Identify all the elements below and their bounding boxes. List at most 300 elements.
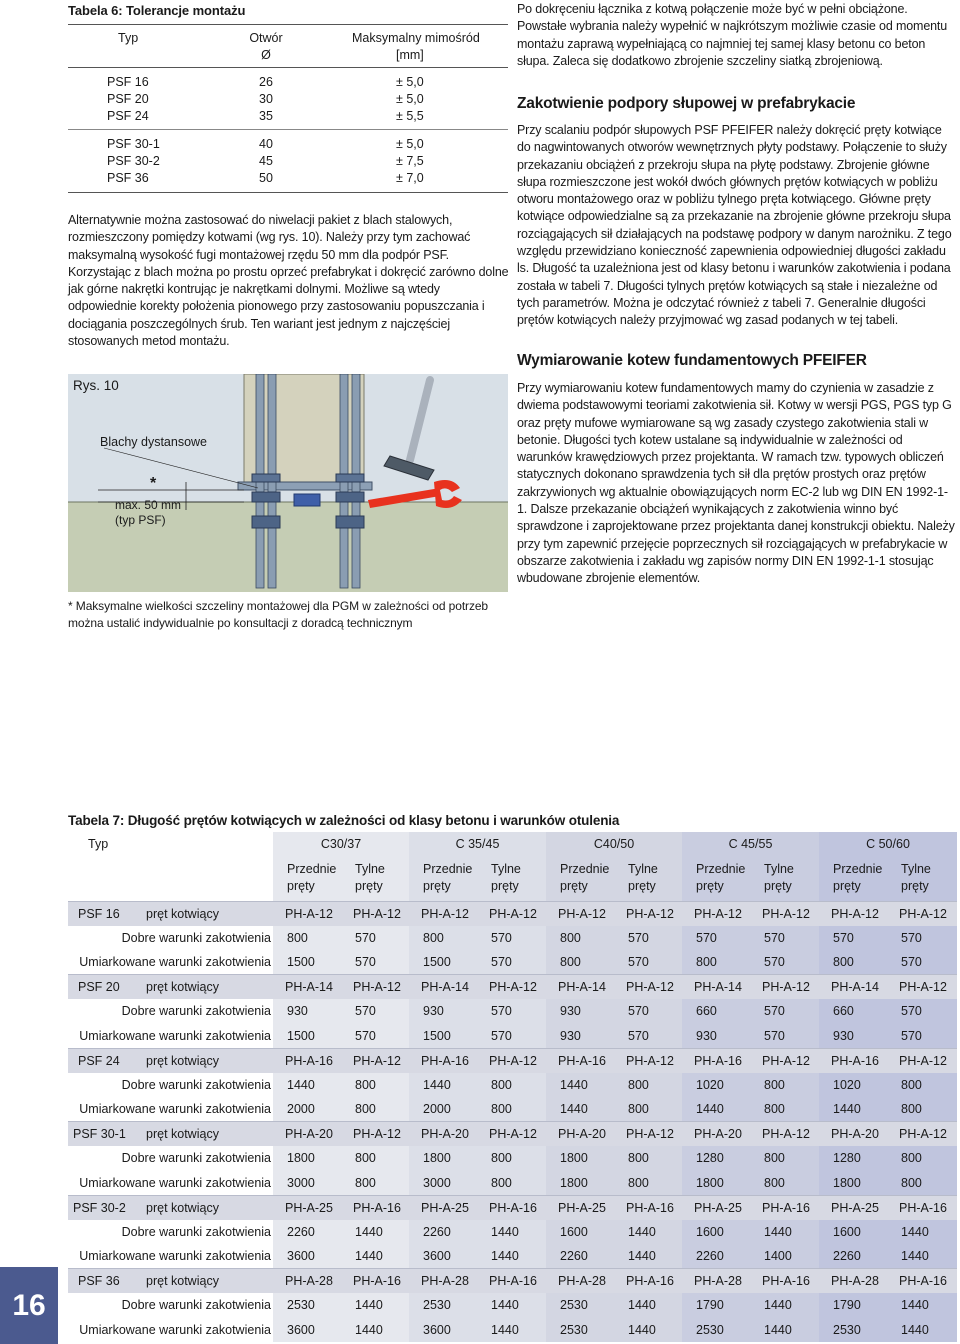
table7-value-cell: 1440 (887, 1244, 957, 1269)
table6-cell-typ: PSF 24 (107, 109, 149, 123)
table7-group-row (68, 1122, 957, 1147)
table7-bar-cell: PH-A-16 (341, 1269, 409, 1294)
table6-header-otwor: Otwór (249, 31, 283, 45)
heading-zakotwienie: Zakotwienie podpory słupowej w prefabrykacie (517, 95, 856, 112)
right-para2: Przy wymiarowaniu kotew fundamentowych mamy do czynienia w zasadzie z dwiema podstawowymi teoriami zakotwienia sił. Kotwy w wersji PGS, PGS typ G oraz pręty mufowe wymiarowane są wg zasady czystego zakotwienia stali w betonie. Długości tych kotew ustalane są indywidualnie w zależności od warunków krawędziowych przez projektanta. W ramach tzw. typowych obliczeń statycznych dokonano sprawdzenia tych sił dla prętów prostych oraz prętów zakrzywionych wg aktualnie obowiązujących norm EC-2 lub wg DIN EN 1992-1-1. Dalsze przekazanie obciążeń wynikających z zakotwienia winno być sprawdzone i zaprojektowane przez projektanta danej konstrukcji obiektu. Należy przy tym zapewnić przejęcie poprzecznych sił rozciągających w prefabrykacie w obszarze zakotwienia i zakładu wg zapisów normy DIN EN 1992-1-1 stosując wbudowane zbrojenie elementów. (517, 381, 955, 586)
table7-group-row (68, 975, 957, 1000)
table6-bottom-rule (68, 192, 508, 193)
table7-umiark-row (68, 1171, 957, 1196)
table7-value-cell: 800 (341, 1171, 409, 1196)
table7-value-cell: 570 (887, 950, 957, 975)
nut (252, 492, 280, 502)
table7-value-cell: 1440 (477, 1318, 546, 1343)
table7-bar-cell: PH-A-20 (273, 1122, 341, 1147)
sub-header-front: Przednie (423, 862, 473, 877)
table7-bar-cell: PH-A-25 (546, 1195, 614, 1220)
table7-value-cell: 800 (887, 1097, 957, 1122)
table7-value-cell: 1440 (477, 1244, 546, 1269)
table7-umiark-row (68, 950, 957, 975)
table7-bar-cell: PH-A-16 (614, 1269, 682, 1294)
nut (252, 474, 280, 482)
table7-value-cell: 1400 (750, 1244, 819, 1269)
table6-top-rule (68, 24, 508, 25)
table7-umiark-row (68, 1318, 957, 1343)
table6-cell-typ: PSF 16 (107, 75, 149, 89)
table7-value-cell: 1800 (819, 1171, 887, 1196)
table7-bar-cell: PH-A-16 (477, 1269, 546, 1294)
table7-bar-cell: PH-A-12 (614, 1048, 682, 1073)
table7-value-cell: 1800 (546, 1171, 614, 1196)
table7-value-cell: 2530 (273, 1293, 341, 1318)
nut (252, 516, 280, 528)
table7-type: PSF 16 (78, 906, 120, 921)
table7-bar-cell: PH-A-12 (409, 901, 477, 926)
star-mark: * (150, 475, 157, 492)
table7-value-cell: 1440 (819, 1097, 887, 1122)
table7-bar-cell: PH-A-28 (409, 1269, 477, 1294)
table7-value-cell: 800 (546, 950, 614, 975)
table7-value-cell: 1440 (273, 1073, 341, 1098)
table7-value-cell: 2260 (409, 1220, 477, 1245)
table7-value-cell: 1790 (682, 1293, 750, 1318)
sub-header-back-2: pręty (901, 879, 929, 894)
table6-cell-otwor: 50 (259, 171, 273, 185)
table7-title: Tabela 7: Długość prętów kotwiących w zależności od klasy betonu i warunków otulenia (68, 813, 620, 828)
table7-value-cell: 660 (819, 999, 887, 1024)
table7-dobre-row (68, 1146, 957, 1171)
table7-value-cell: 800 (750, 1171, 819, 1196)
table7-value-cell: 3600 (409, 1318, 477, 1343)
table7-value-cell: 1790 (819, 1293, 887, 1318)
sub-header-front: Przednie (560, 862, 610, 877)
table7-value-cell: 1600 (546, 1220, 614, 1245)
table7-value-cell: 2530 (546, 1293, 614, 1318)
table7-dobre-row (68, 1220, 957, 1245)
table7-group-row (68, 1195, 957, 1220)
table7-row-label: pręt kotwiący (146, 1274, 219, 1288)
sub-header-back-2: pręty (628, 879, 656, 894)
sub-header-back: Tylne (764, 862, 794, 877)
table7-umiark-row (68, 1097, 957, 1122)
table7-bar-cell: PH-A-14 (546, 975, 614, 1000)
table7-value-cell: 800 (273, 926, 341, 951)
table7-value-cell: 570 (341, 926, 409, 951)
sub-header-back-2: pręty (355, 879, 383, 894)
table7-condition-label: Dobre warunki zakotwienia (121, 930, 271, 945)
table7-class-header: C40/50 (546, 832, 682, 856)
table7-typ-label: Typ (88, 837, 109, 851)
table7-value-cell: 1440 (887, 1318, 957, 1343)
table7-value-cell: 1020 (682, 1073, 750, 1098)
table7-value-cell: 1800 (546, 1146, 614, 1171)
table7-value-cell: 1440 (614, 1293, 682, 1318)
table7-value-cell: 1440 (546, 1097, 614, 1122)
table6-header-rule (68, 67, 508, 68)
table7-dobre-row (68, 1293, 957, 1318)
table7-type: PSF 30-2 (73, 1200, 126, 1215)
shim-pack (294, 494, 320, 506)
table7-value-cell: 800 (614, 1171, 682, 1196)
table7-value-cell: 570 (887, 926, 957, 951)
table7-value-cell: 660 (682, 999, 750, 1024)
table7-bar-cell: PH-A-28 (819, 1269, 887, 1294)
table7-value-cell: 800 (887, 1146, 957, 1171)
table6-header-typ: Typ (118, 31, 139, 45)
sub-header-front-2: pręty (423, 879, 451, 894)
table7-bar-cell: PH-A-12 (273, 901, 341, 926)
sub-header-front: Przednie (696, 862, 746, 877)
table7-value-cell: 1440 (341, 1244, 409, 1269)
table7-group-label (68, 975, 273, 1000)
table6-header-max-sub: [mm] (396, 48, 424, 62)
table7-value-cell: 1440 (341, 1318, 409, 1343)
table6-cell-otwor: 40 (259, 137, 273, 151)
table7-value-cell: 2260 (682, 1244, 750, 1269)
table7-bar-cell: PH-A-20 (682, 1122, 750, 1147)
table6-cell-typ: PSF 30-2 (107, 154, 160, 168)
table6-title: Tabela 6: Tolerancje montażu (68, 3, 246, 18)
sub-header-back: Tylne (355, 862, 385, 877)
table7-bar-cell: PH-A-16 (887, 1269, 957, 1294)
table7-value-cell: 1440 (546, 1073, 614, 1098)
table7-value-cell: 1440 (750, 1220, 819, 1245)
table7-value-cell: 800 (614, 1073, 682, 1098)
table7-bar-cell: PH-A-12 (477, 901, 546, 926)
table7-group-label (68, 1269, 273, 1294)
table7-value-cell: 1440 (614, 1244, 682, 1269)
table7-umiark-row (68, 1244, 957, 1269)
table7-value-cell: 930 (546, 999, 614, 1024)
table7-class-header: C 35/45 (409, 832, 546, 856)
shims-label: Blachy dystansowe (100, 435, 208, 449)
table7-value-cell: 800 (750, 1097, 819, 1122)
table7-value-cell: 800 (477, 1171, 546, 1196)
table7-bar-cell: PH-A-12 (477, 1048, 546, 1073)
table7-dobre-row (68, 1073, 957, 1098)
table7-class-header: C30/37 (273, 832, 409, 856)
table7-bar-cell: PH-A-12 (477, 1122, 546, 1147)
table7-group-row (68, 1269, 957, 1294)
table7-value-cell: 800 (750, 1073, 819, 1098)
table7-value-cell: 800 (887, 1171, 957, 1196)
table7-bar-cell: PH-A-16 (477, 1195, 546, 1220)
table7-value-cell: 930 (546, 1024, 614, 1049)
table7-bar-cell: PH-A-12 (750, 1048, 819, 1073)
table7-bar-cell: PH-A-20 (546, 1122, 614, 1147)
table7-value-cell: 1440 (614, 1318, 682, 1343)
table7-value-cell: 1440 (887, 1293, 957, 1318)
leader-line (104, 448, 258, 492)
table7-dobre-row (68, 926, 957, 951)
table7-value-cell: 1440 (750, 1318, 819, 1343)
table7-value-cell: 930 (273, 999, 341, 1024)
table7-value-cell: 800 (546, 926, 614, 951)
table7-value-cell: 2260 (546, 1244, 614, 1269)
table7-bar-cell: PH-A-16 (682, 1048, 750, 1073)
table7-bar-cell: PH-A-14 (409, 975, 477, 1000)
table7-value-cell: 2530 (546, 1318, 614, 1343)
table7-value-cell: 800 (682, 950, 750, 975)
table7-sub-header-row (68, 856, 957, 901)
nut (336, 492, 364, 502)
table7-value-cell: 2260 (273, 1220, 341, 1245)
table7-group-row (68, 1048, 957, 1073)
table7-value-cell: 570 (750, 1024, 819, 1049)
table7-condition-label: Dobre warunki zakotwienia (121, 1004, 271, 1019)
table7-class-header-row (68, 832, 957, 856)
table7-value-cell: 1800 (409, 1146, 477, 1171)
table7-type: PSF 30-1 (73, 1127, 126, 1141)
table7-value-cell: 800 (614, 1097, 682, 1122)
table7-value-cell: 800 (477, 1146, 546, 1171)
table7-value-cell: 800 (887, 1073, 957, 1098)
table7-value-cell: 570 (341, 950, 409, 975)
heading-wymiarowanie: Wymiarowanie kotew fundamentowych PFEIFER (517, 352, 867, 369)
table7-bar-cell: PH-A-12 (887, 975, 957, 1000)
table7-value-cell: 1440 (614, 1220, 682, 1245)
right-intro: Po dokręceniu łącznika z kotwą połączenie może być w pełni obciążone. Powstałe wybrania należy wypełnić w najkrótszym możliwie czasie od momentu montażu zaprawą wypełniającą co najmniej tej samej klasy betonu co beton słupa. Zaleca się dodatkowo zbrojenie szczeliny siatką zbrojeniową. (517, 2, 948, 68)
table7-value-cell: 570 (477, 926, 546, 951)
table6-cell-otwor: 35 (259, 109, 273, 123)
table7-bar-cell: PH-A-20 (819, 1122, 887, 1147)
table7-value-cell: 570 (477, 950, 546, 975)
table7-value-cell: 570 (341, 999, 409, 1024)
right-para1: Przy scalaniu podpór słupowych PSF PFEIFER należy dokręcić pręty kotwiące do nagwintowanych otworów wewnętrznych płyty podstawy. Połączenie to służy przekazaniu obciążeń z przekroju słupa na płytę podstawy. Zbrojenie główne słupa rozmieszczone jest wokół dwóch głównych prętów kotwiących w pobliżu otworu montażowego oraz w pobliżu tylnego pręta kotwiącego. Główne pręty kotwiące odpowiedzialne są za przekazanie na zbrojenie główne przekroju słupa rozciągających sił działających na podstawę podpory w danym narożniku. Z tego względu przewidziano konieczność zapewnienia odpowiedniej długości zakładu ls. Długość ta uzależniona jest od klasy betonu i warunków zakotwienia i podana została w tabeli 7. Długości tylnych prętów kotwiących są stałe i niezależne od tych parametrów. Można je odczytać również z tabeli 7. Generalnie długości prętów kotwiących należy przyjmować wg zasad podanych w tej tabeli. (517, 123, 952, 328)
table7-value-cell: 800 (477, 1097, 546, 1122)
table7-row-label: pręt kotwiący (146, 980, 219, 994)
max-gap-label: max. 50 mm (115, 498, 182, 512)
table7-bar-cell: PH-A-16 (341, 1195, 409, 1220)
table7-value-cell: 570 (887, 999, 957, 1024)
table7-value-cell: 800 (614, 1146, 682, 1171)
table7-value-cell: 1500 (409, 950, 477, 975)
table7-bar-cell: PH-A-12 (750, 975, 819, 1000)
table7-value-cell: 570 (750, 950, 819, 975)
table7-row-label: pręt kotwiący (146, 1053, 219, 1068)
table7-bar-cell: PH-A-12 (614, 901, 682, 926)
table6-cell-max: ± 5,0 (396, 75, 424, 89)
table6-cell-otwor: 30 (259, 92, 273, 106)
table7-value-cell: 570 (750, 999, 819, 1024)
table7-bar-cell: PH-A-12 (614, 1122, 682, 1147)
table6-cell-max: ± 5,0 (396, 137, 424, 151)
table7-bar-cell: PH-A-16 (750, 1195, 819, 1220)
sub-header-back-2: pręty (764, 879, 792, 894)
table7-bar-cell: PH-A-12 (819, 901, 887, 926)
table7-value-cell: 1500 (273, 950, 341, 975)
sub-header-front-2: pręty (696, 879, 724, 894)
table7-value-cell: 1600 (819, 1220, 887, 1245)
table7-value-cell: 1440 (477, 1220, 546, 1245)
figure-label: Rys. 10 (73, 378, 119, 393)
table7-condition-label: Umiarkowane warunki zakotwienia (79, 1028, 271, 1043)
table7-bar-cell: PH-A-25 (682, 1195, 750, 1220)
table7-value-cell: 800 (341, 1097, 409, 1122)
table6-cell-max: ± 7,0 (396, 171, 424, 185)
table7-bar-cell: PH-A-12 (887, 1122, 957, 1147)
table7-value-cell: 570 (477, 999, 546, 1024)
table7-value-cell: 1440 (887, 1220, 957, 1245)
page-number: 16 (0, 1267, 58, 1344)
table7-bar-cell: PH-A-16 (750, 1269, 819, 1294)
table7-bar-cell: PH-A-12 (887, 901, 957, 926)
table6-cell-otwor: 26 (259, 75, 273, 89)
table7-value-cell: 2260 (819, 1244, 887, 1269)
table7-group-label (68, 901, 273, 926)
table7-bar-cell: PH-A-12 (750, 1122, 819, 1147)
footnote: * Maksymalne wielkości szczeliny montażowej dla PGM w zależności od potrzeb można ustalić indywidualnie po konsultacji z doradcą technicznym (68, 599, 489, 630)
table7-group-label (68, 1122, 273, 1147)
table7-value-cell: 570 (614, 1024, 682, 1049)
nut (336, 516, 364, 528)
table7-value-cell: 1600 (682, 1220, 750, 1245)
table7-bar-cell: PH-A-25 (819, 1195, 887, 1220)
table7-condition-label: Umiarkowane warunki zakotwienia (79, 1175, 271, 1190)
table7-bar-cell: PH-A-16 (614, 1195, 682, 1220)
table7-condition-label: Umiarkowane warunki zakotwienia (79, 1249, 271, 1263)
nut (336, 474, 364, 482)
table7-value-cell: 800 (341, 1146, 409, 1171)
table6-cell-otwor: 45 (259, 154, 273, 168)
sub-header-front: Przednie (287, 862, 337, 877)
table7-condition-label: Dobre warunki zakotwienia (121, 1077, 271, 1092)
table7-value-cell: 570 (682, 926, 750, 951)
table7-group-label (68, 1048, 273, 1073)
figure-drawing (68, 374, 508, 592)
table7-bar-cell: PH-A-16 (273, 1048, 341, 1073)
table7-value-cell: 2530 (409, 1293, 477, 1318)
table7-bar-cell: PH-A-28 (682, 1269, 750, 1294)
table7-value-cell: 1500 (409, 1024, 477, 1049)
table7-bar-cell: PH-A-14 (273, 975, 341, 1000)
table7-class-header: C 45/55 (682, 832, 819, 856)
table6-cell-max: ± 7,5 (396, 154, 424, 168)
table6-cell-typ: PSF 30-1 (107, 137, 160, 151)
table7-condition-label: Dobre warunki zakotwienia (121, 1298, 271, 1313)
table6-header-otwor-sub: Ø (261, 48, 271, 62)
table6-cell-typ: PSF 36 (107, 171, 149, 185)
table7-value-cell: 800 (409, 926, 477, 951)
table7-type: PSF 36 (78, 1274, 120, 1288)
table7-value-cell: 570 (614, 926, 682, 951)
table7-bar-cell: PH-A-12 (682, 901, 750, 926)
table7-value-cell: 930 (682, 1024, 750, 1049)
sub-header-back: Tylne (491, 862, 521, 877)
table7-value-cell: 570 (341, 1024, 409, 1049)
left-paragraph: Alternatywnie można zastosować do niwelacji pakiet z blach stalowych, rozmieszczony pomiędzy kotwami (wg rys. 10). Należy przy tym zachować maksymalną wysokość fugi montażowej rzędu 50 mm dla podpór PSF. Korzystając z blach można po prostu oprzeć prefabrykat i dokręcić zarówno dolne jak górne nakrętki kontrując je nakrętkami dolnymi. Możliwe są wtedy odpowiednie korekty położenia pionowego przy zastosowaniu popuszczania i dociągania poszczególnych śrub. Ten wariant jest jednym z najczęściej stosowanych metod montażu. (68, 213, 509, 349)
table7-bar-cell: PH-A-12 (477, 975, 546, 1000)
table6-cell-max: ± 5,5 (396, 109, 424, 123)
table7-umiark-row (68, 1024, 957, 1049)
table7-group-label (68, 1195, 273, 1220)
table7-value-cell: 800 (750, 1146, 819, 1171)
table7-value-cell: 1500 (273, 1024, 341, 1049)
table7-value-cell: 3000 (409, 1171, 477, 1196)
table7-bar-cell: PH-A-25 (409, 1195, 477, 1220)
table7-condition-label: Dobre warunki zakotwienia (121, 1224, 271, 1239)
table7-value-cell: 2000 (273, 1097, 341, 1122)
table7-value-cell: 800 (819, 950, 887, 975)
table7-bar-cell: PH-A-12 (341, 1122, 409, 1147)
sub-header-front-2: pręty (560, 879, 588, 894)
sub-header-back: Tylne (901, 862, 931, 877)
table7-value-cell: 570 (887, 1024, 957, 1049)
table7-bar-cell: PH-A-25 (273, 1195, 341, 1220)
table7-bar-cell: PH-A-16 (819, 1048, 887, 1073)
table7-bar-cell: PH-A-12 (887, 1048, 957, 1073)
table7-bar-cell: PH-A-12 (750, 901, 819, 926)
table7-value-cell: 2530 (682, 1318, 750, 1343)
table7-value-cell: 3600 (409, 1244, 477, 1269)
table7-row-label: pręt kotwiący (146, 1200, 219, 1215)
table7-condition-label: Dobre warunki zakotwienia (121, 1151, 271, 1166)
table7-bar-cell: PH-A-16 (546, 1048, 614, 1073)
table7-bar-cell: PH-A-20 (409, 1122, 477, 1147)
table7-value-cell: 1440 (682, 1097, 750, 1122)
table7-type: PSF 20 (78, 980, 120, 994)
table7-group-row (68, 901, 957, 926)
table7-bar-cell: PH-A-14 (682, 975, 750, 1000)
table7-bar-cell: PH-A-16 (887, 1195, 957, 1220)
sub-header-back-2: pręty (491, 879, 519, 894)
table7-value-cell: 930 (409, 999, 477, 1024)
table7-row-label: pręt kotwiący (146, 906, 219, 921)
hammer-handle (410, 380, 430, 460)
sub-header-front: Przednie (833, 862, 883, 877)
table7-value-cell: 1800 (682, 1171, 750, 1196)
table6-header-max: Maksymalny mimośród (352, 31, 480, 45)
table7-bar-cell: PH-A-12 (546, 901, 614, 926)
table7-value-cell: 2530 (819, 1318, 887, 1343)
sub-header-back: Tylne (628, 862, 658, 877)
wrench-head (434, 480, 462, 508)
table7-value-cell: 1440 (341, 1220, 409, 1245)
table7 (68, 832, 957, 1342)
table7-class-header: C 50/60 (819, 832, 957, 856)
table7-bar-cell: PH-A-14 (819, 975, 887, 1000)
table7-value-cell: 570 (819, 926, 887, 951)
table7-value-cell: 1440 (477, 1293, 546, 1318)
table7-value-cell: 1020 (819, 1073, 887, 1098)
table6-cell-typ: PSF 20 (107, 92, 149, 106)
table7-value-cell: 3600 (273, 1244, 341, 1269)
table7-value-cell: 800 (477, 1073, 546, 1098)
table7-bar-cell: PH-A-28 (546, 1269, 614, 1294)
table7-value-cell: 570 (750, 926, 819, 951)
table6-mid-rule (68, 129, 508, 130)
typ-psf-label: (typ PSF) (115, 513, 166, 527)
table7-value-cell: 570 (614, 950, 682, 975)
sub-header-front-2: pręty (287, 879, 315, 894)
table7-bar-cell: PH-A-12 (614, 975, 682, 1000)
table6-cell-max: ± 5,0 (396, 92, 424, 106)
table7-bar-cell: PH-A-12 (341, 901, 409, 926)
table7-value-cell: 2000 (409, 1097, 477, 1122)
table7-value-cell: 570 (477, 1024, 546, 1049)
table7-value-cell: 800 (341, 1073, 409, 1098)
table7-value-cell: 1440 (750, 1293, 819, 1318)
table7-condition-label: Umiarkowane warunki zakotwienia (79, 1322, 271, 1337)
table7-value-cell: 1800 (273, 1146, 341, 1171)
table7-dobre-row (68, 999, 957, 1024)
table7-type: PSF 24 (78, 1053, 120, 1068)
table7-value-cell: 3600 (273, 1318, 341, 1343)
table7-value-cell: 1280 (819, 1146, 887, 1171)
figure-rys10 (68, 374, 508, 592)
table7-condition-label: Umiarkowane warunki zakotwienia (79, 1102, 271, 1116)
table7-row-label: pręt kotwiący (146, 1127, 219, 1141)
table7-bar-cell: PH-A-28 (273, 1269, 341, 1294)
